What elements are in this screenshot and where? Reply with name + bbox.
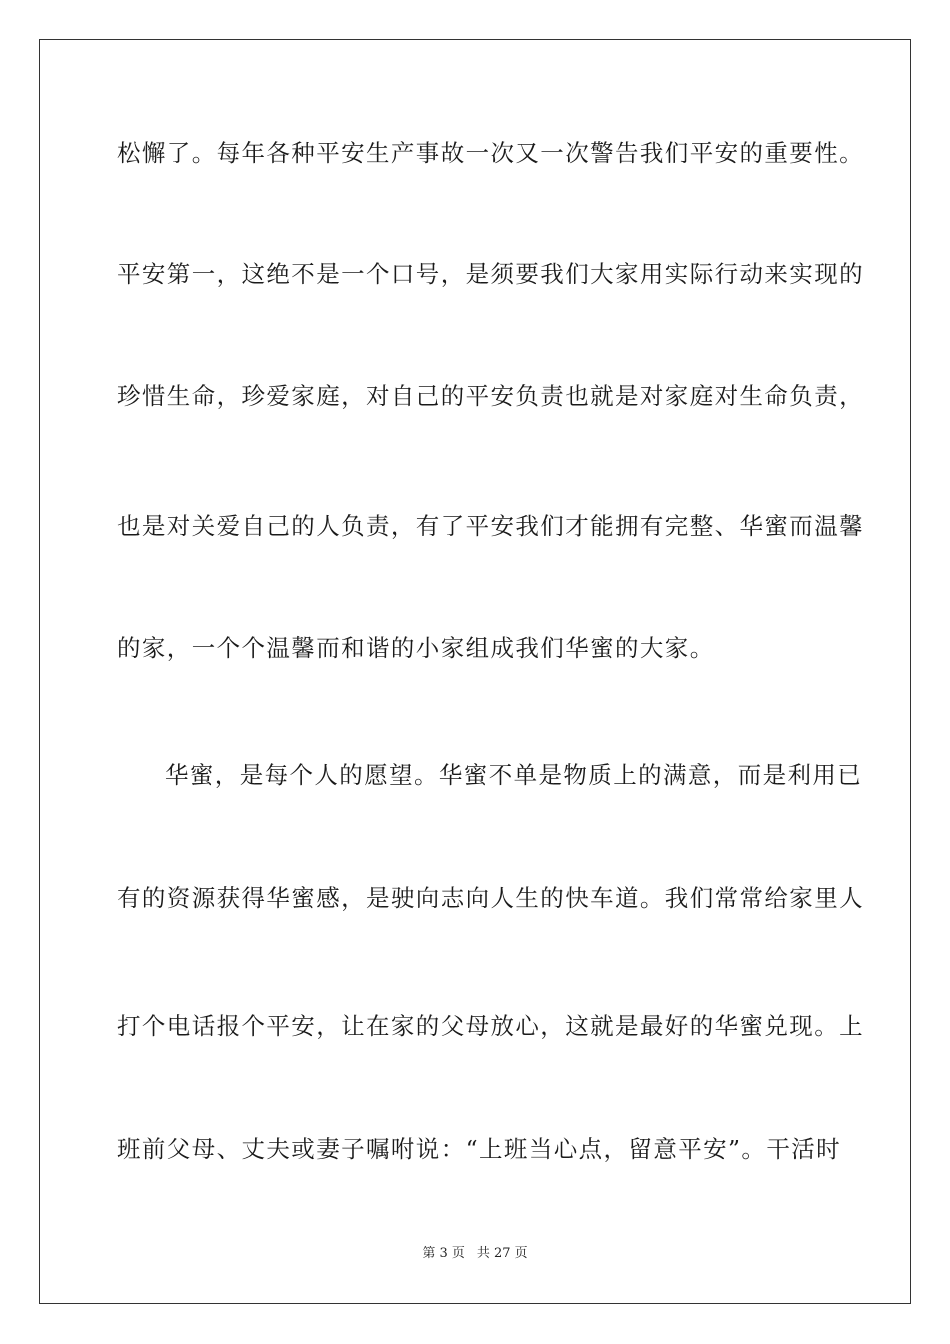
page-footer	[0, 1245, 950, 1263]
body-text-line: 班前父母、丈夫或妻子嘱咐说：“上班当心点，留意平安”。干活时	[117, 1135, 842, 1163]
paragraph-first-line: 华蜜，是每个人的愿望。华蜜不单是物质上的满意，而是利用已	[165, 761, 863, 789]
body-text-line: 珍惜生命，珍爱家庭，对自己的平安负责也就是对家庭对生命负责，	[117, 382, 864, 410]
body-text-line: 有的资源获得华蜜感，是驶向志向人生的快车道。我们常常给家里人	[117, 884, 864, 912]
body-text-line: 打个电话报个平安，让在家的父母放心，这就是最好的华蜜兑现。上	[117, 1012, 864, 1040]
body-text-line: 也是对关爱自己的人负责，有了平安我们才能拥有完整、华蜜而温馨	[117, 512, 864, 540]
body-text-line: 松懈了。每年各种平安生产事故一次又一次警告我们平安的重要性。	[117, 139, 864, 167]
body-text-line: 平安第一，这绝不是一个口号，是须要我们大家用实际行动来实现的	[117, 260, 864, 288]
page-border	[39, 39, 911, 1304]
body-text-line: 的家，一个个温馨而和谐的小家组成我们华蜜的大家。	[117, 634, 715, 662]
page-total: 共 27 页	[476, 1246, 528, 1261]
page-number: 第 3 页	[422, 1246, 465, 1261]
